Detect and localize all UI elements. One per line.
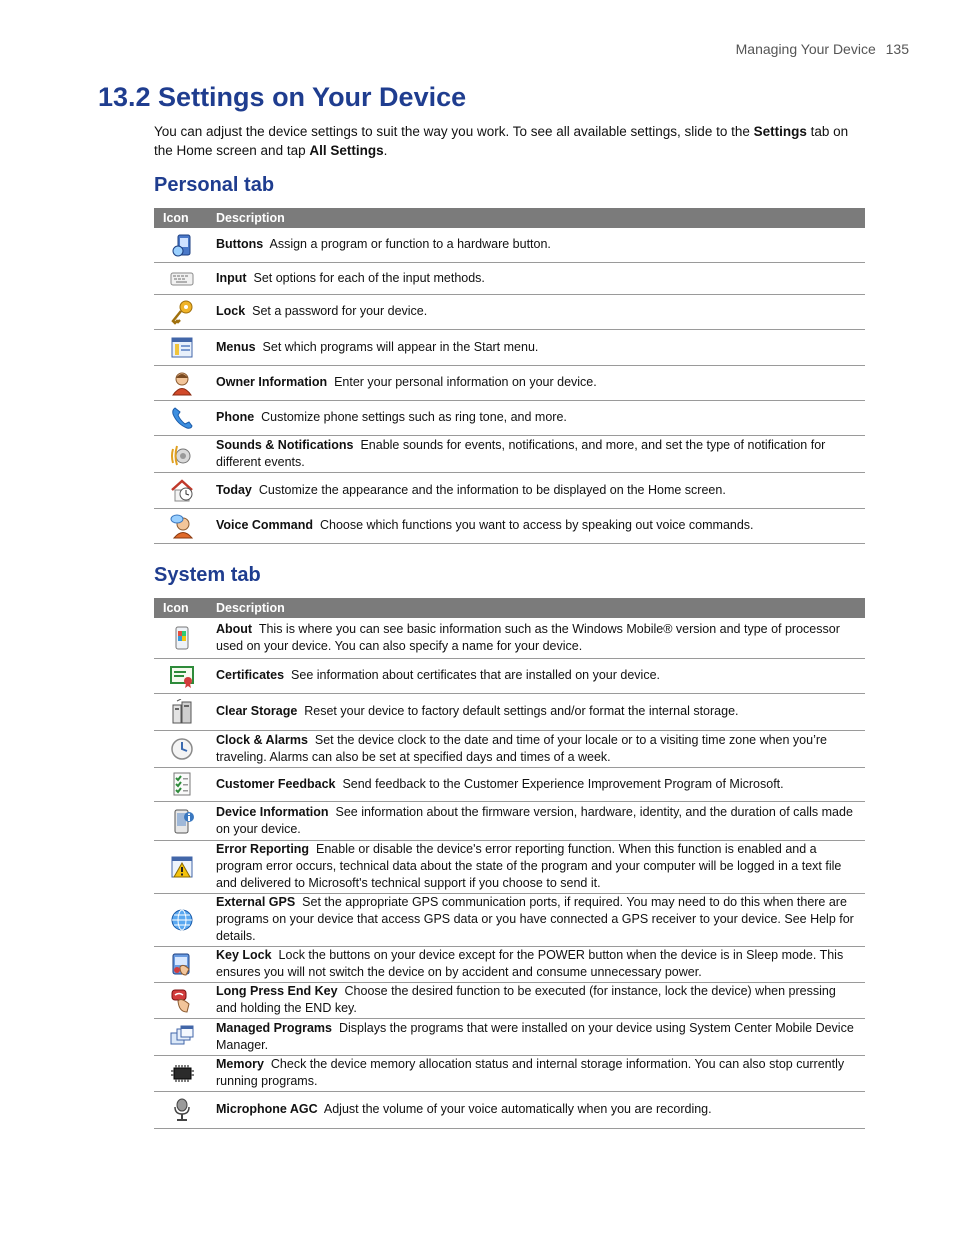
description-cell	[209, 294, 865, 329]
setting-name: Clock & Alarms	[216, 732, 308, 747]
buttons-icon	[169, 232, 195, 258]
intro-paragraph	[154, 122, 864, 160]
icon-cell	[154, 1055, 209, 1091]
setting-description: Reset your device to factory default settings and/or format the internal storage.	[304, 704, 739, 718]
setting-name: Voice Command	[216, 518, 314, 532]
setting-name: Key Lock	[216, 948, 272, 962]
setting-description: Choose which functions you want to access by speaking out voice commands.	[319, 518, 754, 532]
table-row	[154, 294, 865, 329]
key-lock-icon	[169, 951, 195, 977]
description-cell	[209, 472, 865, 508]
description-cell	[209, 658, 865, 693]
personal-tab-heading: Personal tab	[154, 174, 275, 196]
table-header-row	[154, 208, 865, 228]
microphone-icon	[169, 1097, 195, 1123]
phone-icon	[169, 405, 195, 431]
description-cell	[209, 365, 865, 400]
description-cell	[209, 508, 865, 543]
setting-name: Managed Programs	[216, 1020, 333, 1035]
setting-description: Set which programs will appear in the Start menu.	[262, 339, 539, 354]
icon-cell	[154, 329, 209, 365]
setting-name: Error Reporting	[216, 842, 310, 856]
icon-cell	[154, 1018, 209, 1055]
windows-flag-icon	[169, 625, 195, 651]
menus-icon	[169, 334, 195, 360]
description-cell	[209, 982, 865, 1018]
icon-cell	[154, 982, 209, 1018]
setting-description: See information about certificates that are installed on your device.	[291, 668, 661, 682]
description-cell	[209, 435, 865, 472]
table-row	[154, 840, 865, 893]
description-cell	[209, 730, 865, 767]
setting-description: Enable or disable the device's error reporting function. When this function is enabled and a program error occurs, technical data about the state of the program and your computer will be logged in a text file and delivered to Microsoft's technical support if you choose to send it.	[216, 842, 842, 890]
setting-description: Set the appropriate GPS communication ports, if required. You may need to do this when there are programs on your device that access GPS data or you have connected a GPS receiver to your device. See Help for details.	[216, 895, 854, 943]
description-cell	[209, 893, 865, 946]
error-reporting-icon	[169, 854, 195, 880]
icon-cell	[154, 262, 209, 294]
sounds-icon	[169, 441, 195, 467]
setting-description: See information about the firmware version, hardware, identity, and the duration of calls made on your device.	[216, 804, 853, 836]
table-row	[154, 893, 865, 946]
description-cell	[209, 329, 865, 365]
column-header-description: Description	[209, 208, 865, 228]
storage-icon	[169, 699, 195, 725]
description-cell	[209, 1055, 865, 1091]
description-cell	[209, 946, 865, 982]
setting-description: Assign a program or function to a hardware button.	[269, 237, 551, 252]
setting-name: Today	[216, 482, 252, 497]
intro-bold-all-settings: All Settings	[309, 143, 384, 158]
table-row	[154, 693, 865, 730]
setting-description: Set options for each of the input methods.	[253, 270, 485, 285]
icon-cell	[154, 767, 209, 801]
description-cell	[209, 618, 865, 658]
icon-cell	[154, 730, 209, 767]
table-row	[154, 262, 865, 294]
certificate-icon	[169, 663, 195, 689]
setting-description: Enter your personal information on your device.	[334, 375, 597, 389]
setting-name: Certificates	[216, 668, 285, 682]
setting-name: Sounds & Notifications	[216, 437, 354, 452]
setting-description: Set a password for your device.	[252, 304, 428, 318]
icon-cell	[154, 365, 209, 400]
table-row	[154, 1018, 865, 1055]
key-icon	[169, 299, 195, 325]
running-header-section: Managing Your Device	[735, 41, 876, 57]
setting-description: This is where you can see basic information such as the Windows Mobile® version and type of processor used on your device. You can also specify a name for your device.	[216, 621, 840, 653]
running-header	[736, 41, 909, 57]
column-header-icon: Icon	[154, 598, 209, 618]
setting-name: Clear Storage	[216, 704, 298, 718]
setting-name: Buttons	[216, 237, 264, 252]
setting-description: Lock the buttons on your device except for the POWER button when the device is in Sleep mode. This ensures you will not switch the device on by accident and consume unnecessary power.	[216, 948, 844, 979]
setting-name: Microphone AGC	[216, 1102, 318, 1116]
setting-description: Enable sounds for events, notifications, and more, and set the type of notification for different events.	[216, 437, 826, 469]
setting-description: Customize the appearance and the information to be displayed on the Home screen.	[258, 482, 726, 497]
icon-cell	[154, 294, 209, 329]
icon-cell	[154, 693, 209, 730]
icon-cell	[154, 435, 209, 472]
icon-cell	[154, 508, 209, 543]
description-cell	[209, 1091, 865, 1128]
setting-description: Adjust the volume of your voice automatically when you are recording.	[323, 1102, 712, 1116]
table-header-row	[154, 598, 865, 618]
table-row	[154, 946, 865, 982]
table-row	[154, 400, 865, 435]
setting-name: Long Press End Key	[216, 984, 338, 998]
setting-name: Lock	[216, 304, 246, 318]
memory-chip-icon	[169, 1060, 195, 1086]
page-title: 13.2 Settings on Your Device	[98, 82, 467, 112]
managed-programs-icon	[169, 1024, 195, 1050]
description-cell	[209, 262, 865, 294]
setting-name: About	[216, 621, 253, 636]
keyboard-icon	[169, 265, 195, 291]
personal-settings-table	[154, 208, 865, 544]
icon-cell	[154, 801, 209, 840]
icon-cell	[154, 946, 209, 982]
description-cell	[209, 228, 865, 262]
device-info-icon	[169, 808, 195, 834]
table-row	[154, 801, 865, 840]
setting-name: Customer Feedback	[216, 776, 336, 791]
icon-cell	[154, 472, 209, 508]
icon-cell	[154, 658, 209, 693]
icon-cell	[154, 618, 209, 658]
setting-name: Menus	[216, 339, 256, 354]
icon-cell	[154, 840, 209, 893]
table-row	[154, 658, 865, 693]
column-header-icon: Icon	[154, 208, 209, 228]
end-key-icon	[169, 987, 195, 1013]
description-cell	[209, 400, 865, 435]
intro-text-2: tab on the Home screen and tap	[154, 124, 849, 158]
table-row	[154, 1091, 865, 1128]
description-cell	[209, 1018, 865, 1055]
description-cell	[209, 801, 865, 840]
table-row	[154, 618, 865, 658]
table-row	[154, 1055, 865, 1091]
setting-name: Input	[216, 270, 247, 285]
setting-name: External GPS	[216, 895, 296, 909]
voice-command-icon	[169, 513, 195, 539]
table-row	[154, 982, 865, 1018]
setting-description: Send feedback to the Customer Experience Improvement Program of Microsoft.	[342, 776, 784, 791]
setting-description: Set the device clock to the date and time of your locale or to a visiting time zone when you’re traveling. Alarms can also be set at specified days and times of a week.	[216, 732, 827, 764]
setting-description: Choose the desired function to be executed (for instance, lock the device) when pressing and holding the END key.	[216, 984, 836, 1015]
description-cell	[209, 767, 865, 801]
setting-name: Phone	[216, 410, 255, 424]
setting-name: Owner Information	[216, 375, 328, 389]
setting-description: Check the device memory allocation status and internal storage information. You can also stop currently running programs.	[216, 1057, 845, 1088]
description-cell	[209, 693, 865, 730]
intro-text-1: You can adjust the device settings to suit the way you work. To see all available settings, slide to the	[154, 124, 754, 139]
icon-cell	[154, 1091, 209, 1128]
globe-icon	[169, 907, 195, 933]
intro-bold-settings: Settings	[753, 124, 807, 139]
description-cell	[209, 840, 865, 893]
table-row	[154, 767, 865, 801]
icon-cell	[154, 893, 209, 946]
intro-text-3: .	[383, 143, 388, 158]
system-tab-heading: System tab	[154, 564, 261, 586]
system-settings-table	[154, 598, 865, 1129]
checklist-icon	[169, 771, 195, 797]
icon-cell	[154, 228, 209, 262]
table-row	[154, 435, 865, 472]
table-row	[154, 329, 865, 365]
today-icon	[169, 477, 195, 503]
column-header-description: Description	[209, 598, 865, 618]
table-row	[154, 365, 865, 400]
setting-description: Customize phone settings such as ring tone, and more.	[261, 410, 567, 424]
table-row	[154, 508, 865, 543]
table-row	[154, 730, 865, 767]
icon-cell	[154, 400, 209, 435]
owner-icon	[169, 370, 195, 396]
setting-description: Displays the programs that were installed on your device using System Center Mobile Device Manager.	[216, 1020, 854, 1052]
clock-icon	[169, 736, 195, 762]
table-row	[154, 228, 865, 262]
page-number: 135	[885, 41, 909, 57]
setting-name: Device Information	[216, 804, 329, 819]
table-row	[154, 472, 865, 508]
setting-name: Memory	[216, 1057, 264, 1071]
